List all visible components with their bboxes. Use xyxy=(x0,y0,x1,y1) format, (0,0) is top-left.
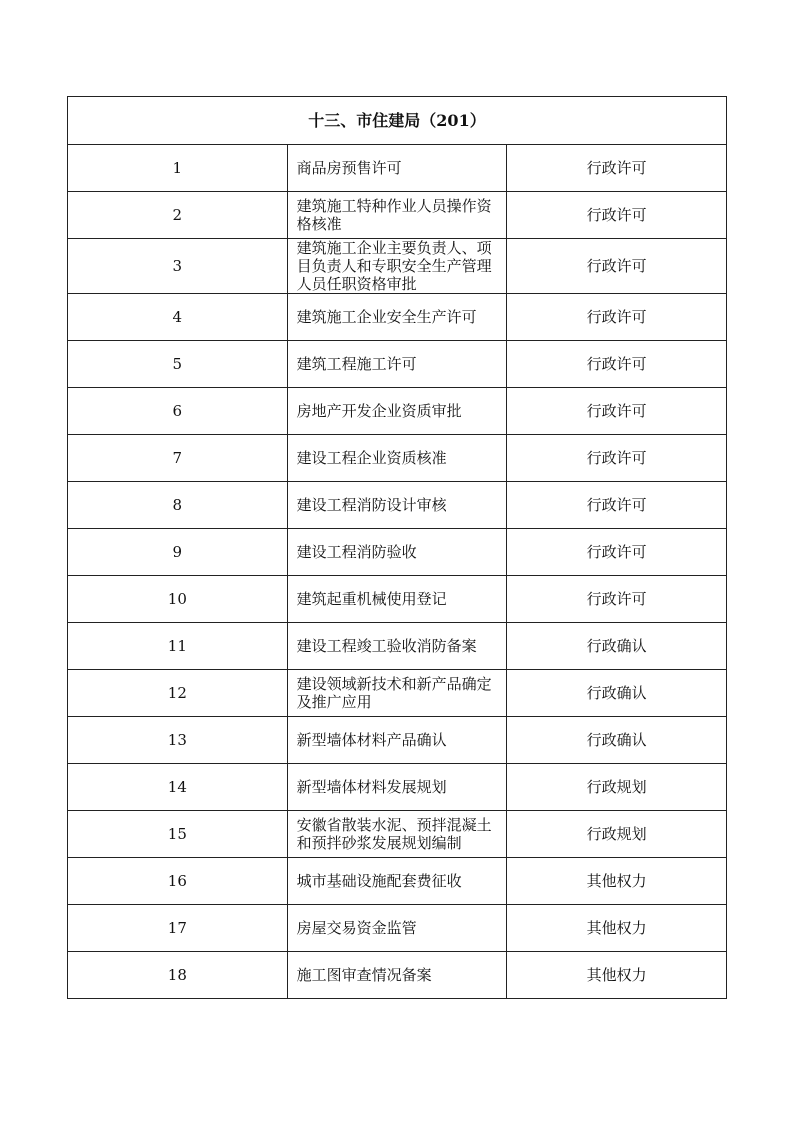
row-number: 13 xyxy=(68,717,288,764)
power-type: 行政许可 xyxy=(507,576,727,623)
item-name: 建筑施工企业主要负责人、项目负责人和专职安全生产管理人员任职资格审批 xyxy=(287,239,507,294)
item-name: 建筑工程施工许可 xyxy=(287,341,507,388)
power-type: 行政许可 xyxy=(507,529,727,576)
table-title: 十三、市住建局（201） xyxy=(68,97,727,145)
power-type: 行政许可 xyxy=(507,341,727,388)
row-number: 4 xyxy=(68,294,288,341)
item-name: 建筑施工企业安全生产许可 xyxy=(287,294,507,341)
power-type: 行政许可 xyxy=(507,239,727,294)
row-number: 9 xyxy=(68,529,288,576)
table-row xyxy=(68,294,727,341)
power-type: 行政许可 xyxy=(507,145,727,192)
row-number: 18 xyxy=(68,952,288,999)
row-number: 12 xyxy=(68,670,288,717)
row-number: 16 xyxy=(68,858,288,905)
table-row xyxy=(68,858,727,905)
power-type: 其他权力 xyxy=(507,952,727,999)
power-type: 其他权力 xyxy=(507,905,727,952)
table-row xyxy=(68,670,727,717)
row-number: 7 xyxy=(68,435,288,482)
table-row xyxy=(68,811,727,858)
power-type: 行政规划 xyxy=(507,811,727,858)
table-row xyxy=(68,341,727,388)
item-name: 建设领域新技术和新产品确定及推广应用 xyxy=(287,670,507,717)
row-number: 2 xyxy=(68,192,288,239)
table-row xyxy=(68,952,727,999)
table-row xyxy=(68,764,727,811)
power-type: 行政许可 xyxy=(507,388,727,435)
power-type: 行政许可 xyxy=(507,435,727,482)
table-row xyxy=(68,145,727,192)
row-number: 14 xyxy=(68,764,288,811)
row-number: 8 xyxy=(68,482,288,529)
row-number: 5 xyxy=(68,341,288,388)
table-row xyxy=(68,576,727,623)
item-name: 房屋交易资金监管 xyxy=(287,905,507,952)
table-row xyxy=(68,435,727,482)
power-type: 其他权力 xyxy=(507,858,727,905)
row-number: 1 xyxy=(68,145,288,192)
power-type: 行政确认 xyxy=(507,670,727,717)
table-row xyxy=(68,388,727,435)
item-name: 房地产开发企业资质审批 xyxy=(287,388,507,435)
item-name: 建筑施工特种作业人员操作资格核准 xyxy=(287,192,507,239)
item-name: 商品房预售许可 xyxy=(287,145,507,192)
power-type: 行政许可 xyxy=(507,482,727,529)
item-name: 建设工程竣工验收消防备案 xyxy=(287,623,507,670)
item-name: 安徽省散装水泥、预拌混凝土和预拌砂浆发展规划编制 xyxy=(287,811,507,858)
row-number: 10 xyxy=(68,576,288,623)
table-row xyxy=(68,623,727,670)
item-name: 施工图审查情况备案 xyxy=(287,952,507,999)
table-row xyxy=(68,239,727,294)
table-row xyxy=(68,529,727,576)
row-number: 17 xyxy=(68,905,288,952)
item-name: 建筑起重机械使用登记 xyxy=(287,576,507,623)
power-type: 行政许可 xyxy=(507,294,727,341)
table-row xyxy=(68,905,727,952)
row-number: 6 xyxy=(68,388,288,435)
table-row xyxy=(68,717,727,764)
item-name: 建设工程企业资质核准 xyxy=(287,435,507,482)
item-name: 新型墙体材料发展规划 xyxy=(287,764,507,811)
power-type: 行政规划 xyxy=(507,764,727,811)
table-title-row xyxy=(68,97,727,145)
item-name: 新型墙体材料产品确认 xyxy=(287,717,507,764)
item-name: 城市基础设施配套费征收 xyxy=(287,858,507,905)
row-number: 11 xyxy=(68,623,288,670)
item-name: 建设工程消防设计审核 xyxy=(287,482,507,529)
table-row xyxy=(68,482,727,529)
table-row xyxy=(68,192,727,239)
row-number: 3 xyxy=(68,239,288,294)
power-list-table xyxy=(67,96,727,999)
power-type: 行政确认 xyxy=(507,717,727,764)
power-type: 行政许可 xyxy=(507,192,727,239)
item-name: 建设工程消防验收 xyxy=(287,529,507,576)
row-number: 15 xyxy=(68,811,288,858)
power-type: 行政确认 xyxy=(507,623,727,670)
